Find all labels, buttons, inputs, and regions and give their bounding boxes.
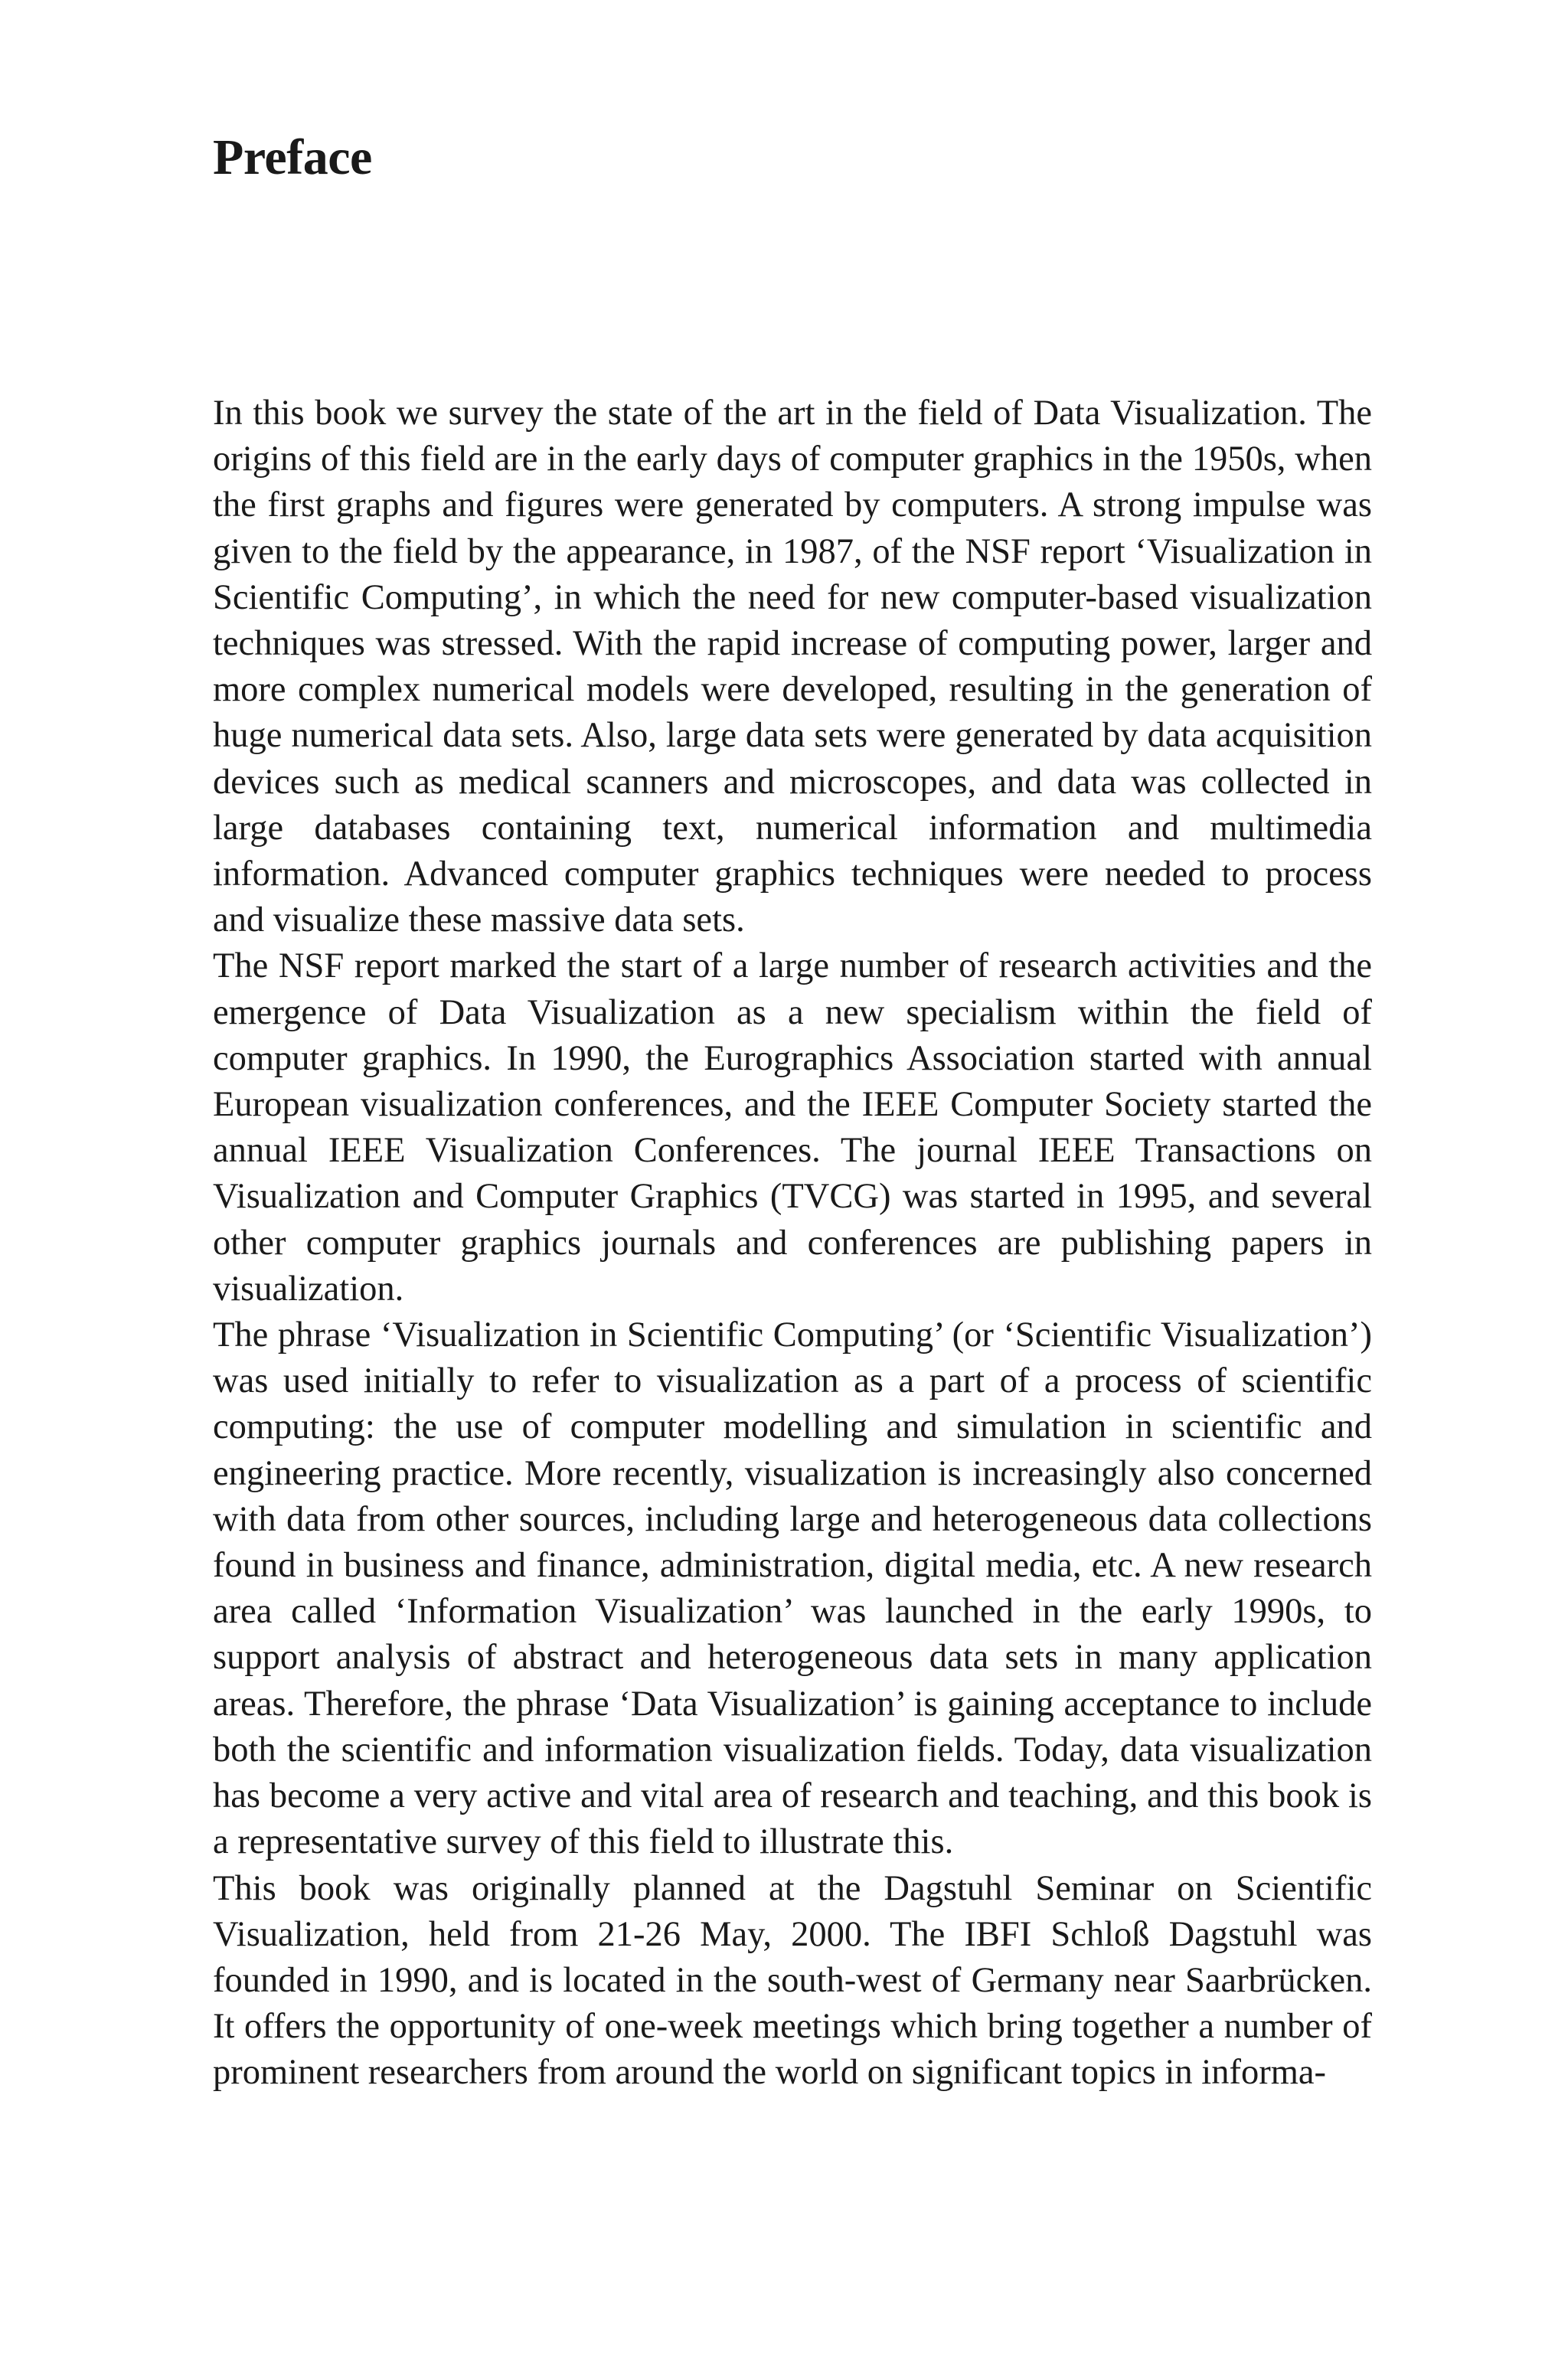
paragraph-4: This book was originally planned at the Dagstuhl Seminar on Scientific Visualization, held from 21-26 May, 2000. The IBFI Schloß Dagstuhl was founded in 1990, and is located in the south-west of Germany near Saarbrücken. It offers the opportunity of one-week meetings which bring together a number of prominent researchers from around the world on significant topics in informa- [213, 1868, 1372, 2093]
paragraph-3: The phrase ‘Visualization in Scientific Computing’ (or ‘Scientific Visualization’) was used initially to refer to visualization as a part of a process of scientific computing: the use of computer modelling and simulation in scientific and engineering practice. More recently, visualization is increasingly also concerned with data from other sources, including large and heterogeneous data collections found in business and finance, administration, digital media, etc. A new research area called ‘Information Visualization’ was launched in the early 1990s, to support analysis of abstract and heterogeneous data sets in many application areas. Therefore, the phrase ‘Data Visualization’ is gaining acceptance to include both the scientific and information visualization fields. Today, data visualization has become a very active and vital area of research and teaching, and this book is a representative survey of this field to illustrate this. [213, 1315, 1372, 1862]
page-title: Preface [213, 129, 372, 185]
preface-body [213, 391, 1372, 2096]
paragraph-2: The NSF report marked the start of a large number of research activities and the emergence of Data Visualization as a new specialism within the field of computer graphics. In 1990, the Eurographics Association started with annual European visualization conferences, and the IEEE Computer Society started the annual IEEE Visualization Conferences. The journal IEEE Transactions on Visualization and Computer Graphics (TVCG) was started in 1995, and several other computer graphics journals and conferences are publishing papers in visualization. [213, 946, 1372, 1309]
paragraph-1: In this book we survey the state of the art in the field of Data Visualization. The origins of this field are in the early days of computer graphics in the 1950s, when the first graphs and figures were generated by computers. A strong impulse was given to the field by the appearance, in 1987, of the NSF report ‘Visualization in Scientific Computing’, in which the need for new computer-based visualization techniques was stressed. With the rapid increase of computing power, larger and more complex numerical models were developed, resulting in the generation of huge numerical data sets. Also, large data sets were generated by data acquisition devices such as medical scanners and microscopes, and data was collected in large databases containing text, numerical information and multimedia information. Advanced computer graphics techniques were needed to process and visualize these massive data sets. [213, 394, 1372, 940]
